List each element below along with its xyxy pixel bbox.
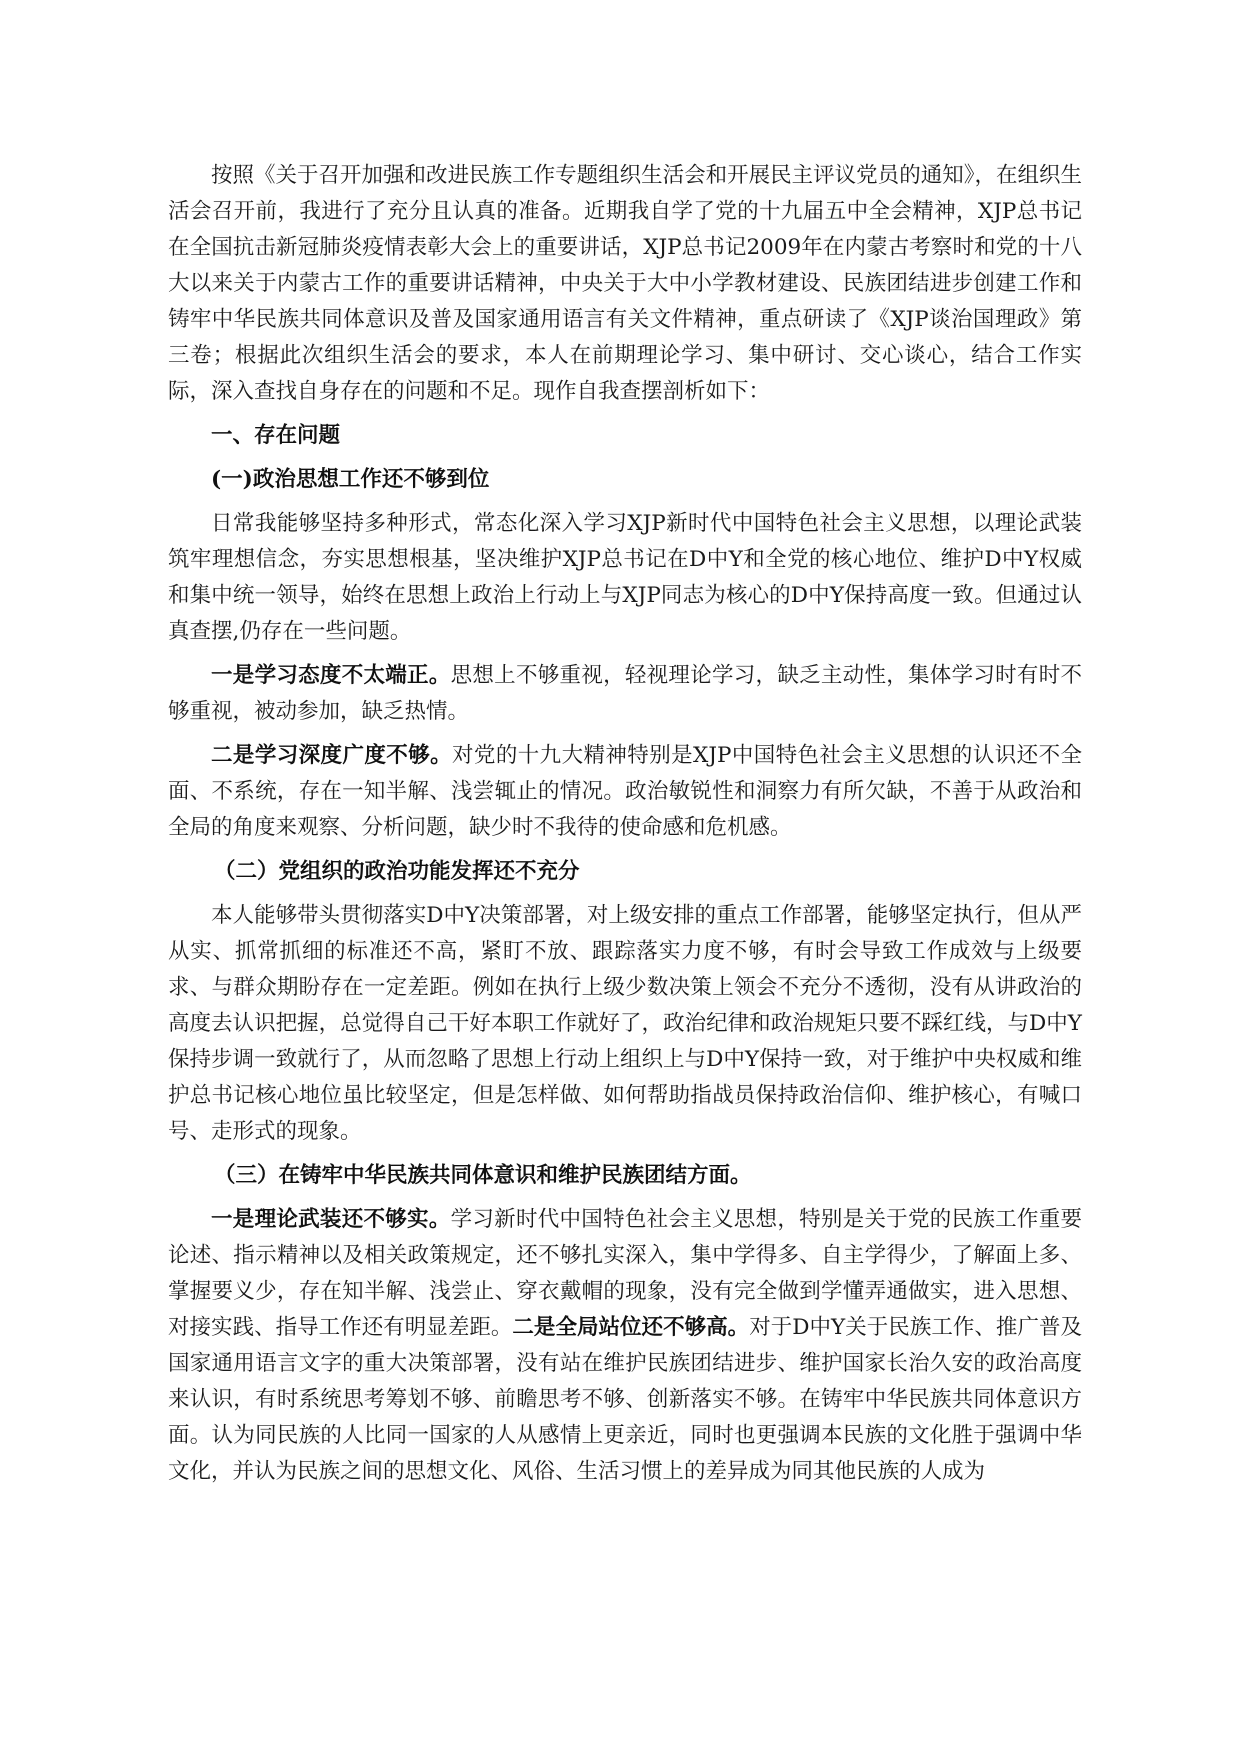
subsection-heading-3: （三）在铸牢中华民族共同体意识和维护民族团结方面。 xyxy=(214,1163,752,1188)
subsection-3-paragraph xyxy=(168,1202,1082,1490)
document-body xyxy=(168,158,1082,1490)
intro-paragraph: 按照《关于召开加强和改进民族工作专题组织生活会和开展民主评议党员的通知》，在组织生活会召开前，我进行了充分且认真的准备。近期我自学了党的十九届五中全会精神，XJP总书记在全国抗击新冠肺炎疫情表彰大会上的重要讲话，XJP总书记2009年在内蒙古考察时和党的十八大以来关于内蒙古工作的重要讲话精神，中央关于大中小学教材建设、民族团结进步创建工作和铸牢中华民族共同体意识及普及国家通用语言有关文件精神，重点研读了《XJP谈治国理政》第三卷；根据此次组织生活会的要求，本人在前期理论学习、集中研讨、交心谈心，结合工作实际，深入查找自身存在的问题和不足。现作自我查摆剖析如下： xyxy=(168,163,1082,404)
subsection-1-point-1 xyxy=(168,658,1082,730)
point-text: 对党的十九大精神特别是XJP中国特色社会主义思想的认识还不全面、不系统，存在一知半解、浅尝辄止的情况。政治敏锐性和洞察力有所欠缺，不善于从政治和全局的角度来观察、分析问题，缺少时不我待的使命感和危机感。 xyxy=(168,743,1082,840)
point-text: 学习新时代中国特色社会主义思想，特别是关于党的民族工作重要论述、指示精神以及相关政策规定，还不够扎实深入，集中学得多、自主学得少，了解面上多、掌握要义少，存在知半解、浅尝止、穿衣戴帽的现象，没有完全做到学懂弄通做实，进入思想、对接实践、指导工作还有明显差距。 xyxy=(168,1207,1082,1340)
point-text: 对于D中Y关于民族工作、推广普及国家通用语言文字的重大决策部署，没有站在维护民族团结进步、维护国家长治久安的政治高度来认识，有时系统思考筹划不够、前瞻思考不够、创新落实不够。在铸牢中华民族共同体意识方面。认为同民族的人比同一国家的人从感情上更亲近，同时也更强调本民族的文化胜于强调中华文化，并认为民族之间的思想文化、风俗、生活习惯上的差异成为同其他民族的人成为 xyxy=(168,1315,1082,1484)
point-text: 思想上不够重视，轻视理论学习，缺乏主动性，集体学习时有时不够重视，被动参加，缺乏热情。 xyxy=(168,663,1082,724)
subsection-1-point-2 xyxy=(168,738,1082,846)
point-lead: 二是学习深度广度不够。 xyxy=(211,743,453,768)
subsection-heading-2: （二）党组织的政治功能发挥还不充分 xyxy=(214,859,580,884)
point-lead: 二是全局站位还不够高。 xyxy=(512,1315,750,1340)
point-lead: 一是学习态度不太端正。 xyxy=(211,663,451,688)
subsection-2-paragraph: 本人能够带头贯彻落实D中Y决策部署，对上级安排的重点工作部署，能够坚定执行，但从严从实、抓常抓细的标准还不高，紧盯不放、跟踪落实力度不够，有时会导致工作成效与上级要求、与群众期盼存在一定差距。例如在执行上级少数决策上领会不充分不透彻，没有从讲政治的高度去认识把握，总觉得自己干好本职工作就好了，政治纪律和政治规矩只要不踩红线，与D中Y保持步调一致就行了，从而忽略了思想上行动上组织上与D中Y保持一致，对于维护中央权威和维护总书记核心地位虽比较坚定，但是怎样做、如何帮助指战员保持政治信仰、维护核心，有喊口号、走形式的现象。 xyxy=(168,903,1082,1144)
subsection-1-paragraph: 日常我能够坚持多种形式，常态化深入学习XJP新时代中国特色社会主义思想，以理论武装筑牢理想信念，夯实思想根基，坚决维护XJP总书记在D中Y和全党的核心地位、维护D中Y权威和集中统一领导，始终在思想上政治上行动上与XJP同志为核心的D中Y保持高度一致。但通过认真查摆,仍存在一些问题。 xyxy=(168,511,1082,644)
point-lead: 一是理论武装还不够实。 xyxy=(211,1207,451,1232)
subsection-heading-1: (一)政治思想工作还不够到位 xyxy=(211,467,490,492)
section-heading-problems: 一、存在问题 xyxy=(211,423,341,448)
